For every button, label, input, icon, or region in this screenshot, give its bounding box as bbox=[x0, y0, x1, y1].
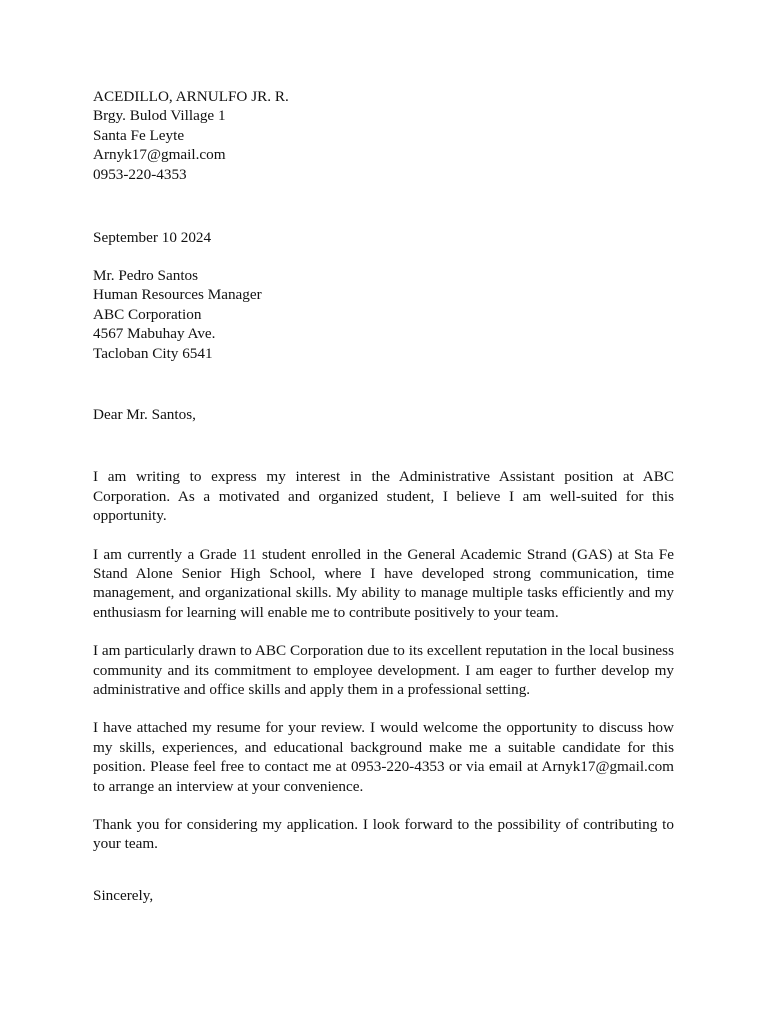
body-paragraph-5: Thank you for considering my application. I look forward to the possibility of contributing to your team. bbox=[93, 816, 674, 853]
sender-address-line1: Brgy. Bulod Village 1 bbox=[93, 107, 226, 125]
recipient-city: Tacloban City 6541 bbox=[93, 344, 213, 362]
recipient-company: ABC Corporation bbox=[93, 305, 202, 323]
sender-address-line2: Santa Fe Leyte bbox=[93, 126, 185, 144]
sender-block bbox=[93, 87, 674, 184]
recipient-block bbox=[93, 266, 674, 363]
recipient-title: Human Resources Manager bbox=[93, 286, 262, 304]
letter-date: September 10 2024 bbox=[93, 229, 212, 247]
body-paragraph-3: I am particularly drawn to ABC Corporation due to its excellent reputation in the local business community and its commitment to employee development. I am eager to further develop my administrative and office skills and apply them in a professional setting. bbox=[93, 642, 674, 699]
body-paragraph-4: I have attached my resume for your review. I would welcome the opportunity to discuss how my skills, experiences, and educational background make me a suitable candidate for this position. Please feel free to contact me at 0953-220-4353 or via email at Arnyk17@gmail.com to arrange an interview at your convenience. bbox=[93, 719, 674, 795]
sender-phone: 0953-220-4353 bbox=[93, 165, 187, 183]
body-paragraph-1: I am writing to express my interest in the Administrative Assistant position at ABC Corporation. As a motivated and organized student, I believe I am well-suited for this opportunity. bbox=[93, 468, 674, 525]
salutation: Dear Mr. Santos, bbox=[93, 405, 196, 423]
sender-email: Arnyk17@gmail.com bbox=[93, 146, 226, 164]
recipient-street: 4567 Mabuhay Ave. bbox=[93, 325, 216, 343]
closing: Sincerely, bbox=[93, 886, 154, 904]
body-paragraph-2: I am currently a Grade 11 student enrolled in the General Academic Strand (GAS) at Sta Fe Stand Alone Senior High School, where I have developed strong communication, time management, and organizational skills. My ability to manage multiple tasks efficiently and my enthusiasm for learning will enable me to contribute positively to your team. bbox=[93, 545, 674, 621]
recipient-name: Mr. Pedro Santos bbox=[93, 266, 199, 284]
sender-name: ACEDILLO, ARNULFO JR. R. bbox=[93, 88, 289, 105]
cover-letter-page bbox=[93, 87, 674, 905]
